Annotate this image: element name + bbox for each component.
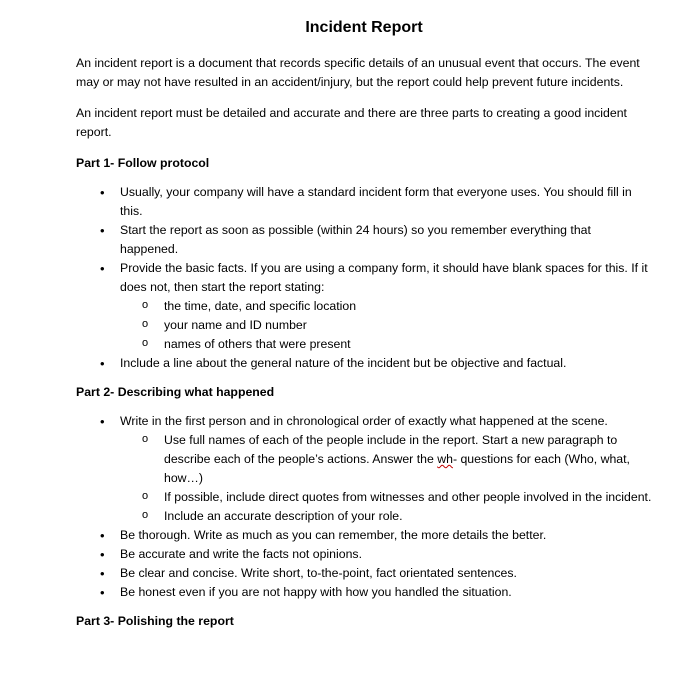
sublist-text: - questions for each (Who, what, how…) — [164, 452, 630, 485]
part1-sublist — [120, 297, 652, 354]
list-item: • Be thorough. Write as much as you can remember, the more details the better. — [76, 526, 652, 545]
part2-list — [76, 412, 652, 602]
list-item: • Start the report as soon as possible (within 24 hours) so you remember everything that happened. — [76, 221, 652, 259]
part1-list — [76, 183, 652, 373]
list-item: • Be accurate and write the facts not opinions. — [76, 545, 652, 564]
list-item — [76, 259, 652, 354]
sublist-item: o If possible, include direct quotes from witnesses and other people involved in the incident. — [120, 488, 652, 507]
list-item: • Be honest even if you are not happy with how you handled the situation. — [76, 583, 652, 602]
part2-sublist — [120, 431, 652, 526]
sublist-item — [120, 431, 652, 488]
sublist-item: o names of others that were present — [120, 335, 652, 354]
list-item-text: Provide the basic facts. If you are using a company form, it should have blank spaces for this. If it does not, then start the report stating: — [120, 261, 648, 294]
list-item — [76, 412, 652, 526]
sublist-item: o Include an accurate description of your role. — [120, 507, 652, 526]
list-item: • Be clear and concise. Write short, to-the-point, fact orientated sentences. — [76, 564, 652, 583]
part2-heading: Part 2- Describing what happened — [76, 385, 275, 399]
list-item: • Include a line about the general nature of the incident but be objective and factual. — [76, 354, 652, 373]
list-item-text: Write in the first person and in chronological order of exactly what happened at the scene. — [120, 414, 608, 428]
intro-paragraph-2: An incident report must be detailed and accurate and there are three parts to creating a good incident report. — [76, 106, 627, 139]
sublist-item: o the time, date, and specific location — [120, 297, 652, 316]
spellcheck-word: wh — [437, 452, 453, 466]
intro-paragraph-1: An incident report is a document that records specific details of an unusual event that occurs. The event may or may not have resulted in an accident/injury, but the report could help prevent future incidents. — [76, 56, 640, 89]
part1-heading: Part 1- Follow protocol — [76, 156, 210, 170]
list-item: • Usually, your company will have a standard incident form that everyone uses. You should fill in this. — [76, 183, 652, 221]
sublist-item: o your name and ID number — [120, 316, 652, 335]
sublist-text: Use full names of each of the people include in the report. Start a new paragraph to describe each of the people’s actions. Answer the — [164, 433, 618, 466]
page-title: Incident Report — [305, 19, 423, 36]
part3-heading: Part 3- Polishing the report — [76, 614, 234, 628]
